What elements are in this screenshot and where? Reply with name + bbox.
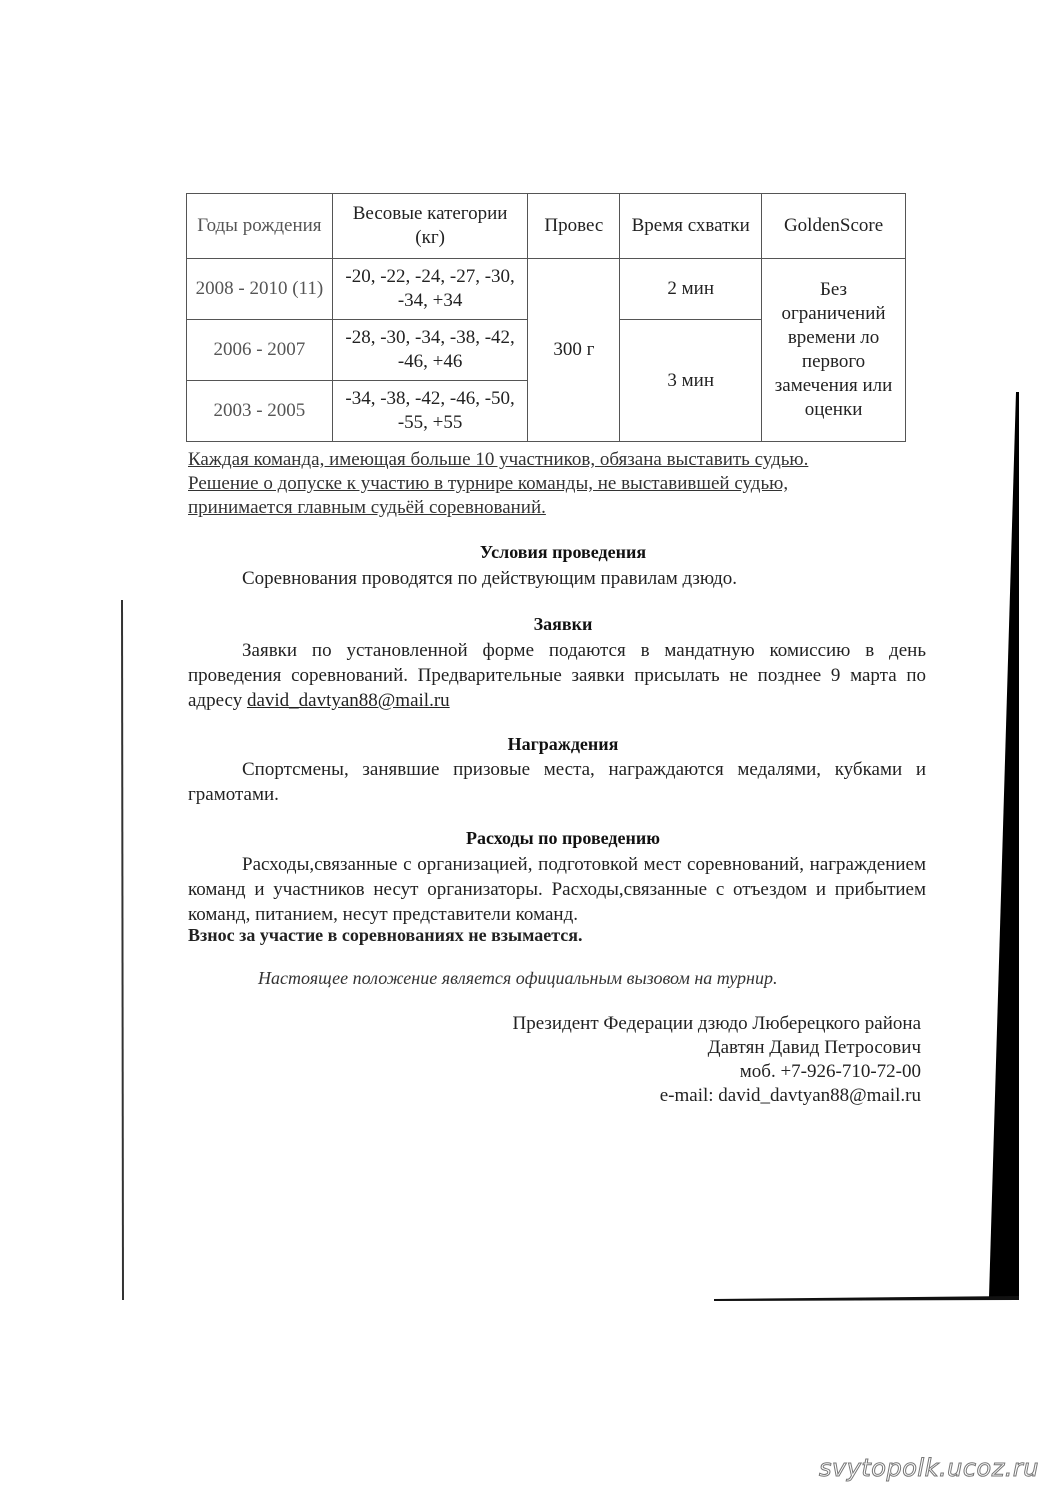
- scan-shadow-right: [989, 392, 1019, 1297]
- cell-golden-score: Без ограничений времени ло первого замечения или оценки: [762, 259, 906, 442]
- signature-email: e-mail: david_davtyan88@mail.ru: [659, 1085, 921, 1106]
- site-watermark: svytopolk.ucoz.ru: [818, 1454, 1039, 1482]
- section-title-applications: Заявки: [533, 614, 593, 634]
- section-text-expenses: Расходы,связанные с организацией, подготовкой мест соревнований, награждением команд и участников несут организаторы. Расходы,связанные с отъездом и прибытием команд, питанием, несут представители команд.: [188, 854, 926, 925]
- header-birth-years: Годы рождения: [187, 194, 333, 259]
- signature-position: Президент Федерации дзюдо Люберецкого района: [512, 1013, 921, 1034]
- participation-fee-note: Взнос за участие в соревнованиях не взымается.: [188, 925, 583, 945]
- cell-weigh-allowance: 300 г: [528, 259, 620, 442]
- table-row: [187, 259, 906, 320]
- header-weigh-allowance: Провес: [528, 194, 620, 259]
- cell-weights: -34, -38, -42, -46, -50, -55, +55: [332, 381, 528, 442]
- cell-bout-time: 2 мин: [620, 259, 762, 320]
- signature-name: Давтян Давид Петросович: [707, 1037, 921, 1058]
- cell-years: 2006 - 2007: [187, 320, 333, 381]
- section-title-awards: Награждения: [507, 734, 619, 754]
- note-line: принимается главным судьёй соревнований.: [188, 497, 546, 518]
- signature-block: [513, 1012, 921, 1108]
- header-golden-score: GoldenScore: [762, 194, 906, 259]
- scan-edge-bottom: [714, 1296, 1019, 1301]
- weight-categories-table: [186, 193, 906, 442]
- signature-phone: моб. +7-926-710-72-00: [739, 1061, 921, 1082]
- cell-years: 2008 - 2010 (11): [187, 259, 333, 320]
- note-line: Каждая команда, имеющая больше 10 участников, обязана выставить судью.: [188, 449, 809, 470]
- table-header-row: [187, 194, 906, 259]
- section-text-applications: [188, 638, 926, 713]
- section-title-expenses: Расходы по проведению: [465, 828, 661, 848]
- header-bout-time: Время схватки: [620, 194, 762, 259]
- section-text-awards: Спортсмены, занявшие призовые места, награждаются медалями, кубками и грамотами.: [188, 759, 926, 805]
- applications-email-link[interactable]: david_davtyan88@mail.ru: [246, 690, 450, 711]
- judge-requirement-note: [188, 448, 908, 520]
- header-weight-categories: Весовые категории (кг): [332, 194, 528, 259]
- scan-edge-left: [122, 600, 123, 1300]
- cell-weights: -28, -30, -34, -38, -42, -46, +46: [332, 320, 528, 381]
- applications-text: Заявки по установленной форме подаются в мандатную комиссию в день проведения соревнований. Предварительные заявки присылать не позднее 9 марта по адресу: [188, 640, 926, 711]
- note-line: Решение о допуске к участию в турнире команды, не выставившей судью,: [188, 473, 789, 494]
- cell-weights: -20, -22, -24, -27, -30, -34, +34: [332, 259, 528, 320]
- official-call-statement: Настоящее положение является официальным вызовом на турнир.: [258, 968, 778, 988]
- section-title-conditions: Условия проведения: [479, 542, 647, 562]
- section-text-conditions: Соревнования проводятся по действующим правилам дзюдо.: [242, 568, 738, 589]
- cell-bout-time: 3 мин: [620, 320, 762, 442]
- cell-years: 2003 - 2005: [187, 381, 333, 442]
